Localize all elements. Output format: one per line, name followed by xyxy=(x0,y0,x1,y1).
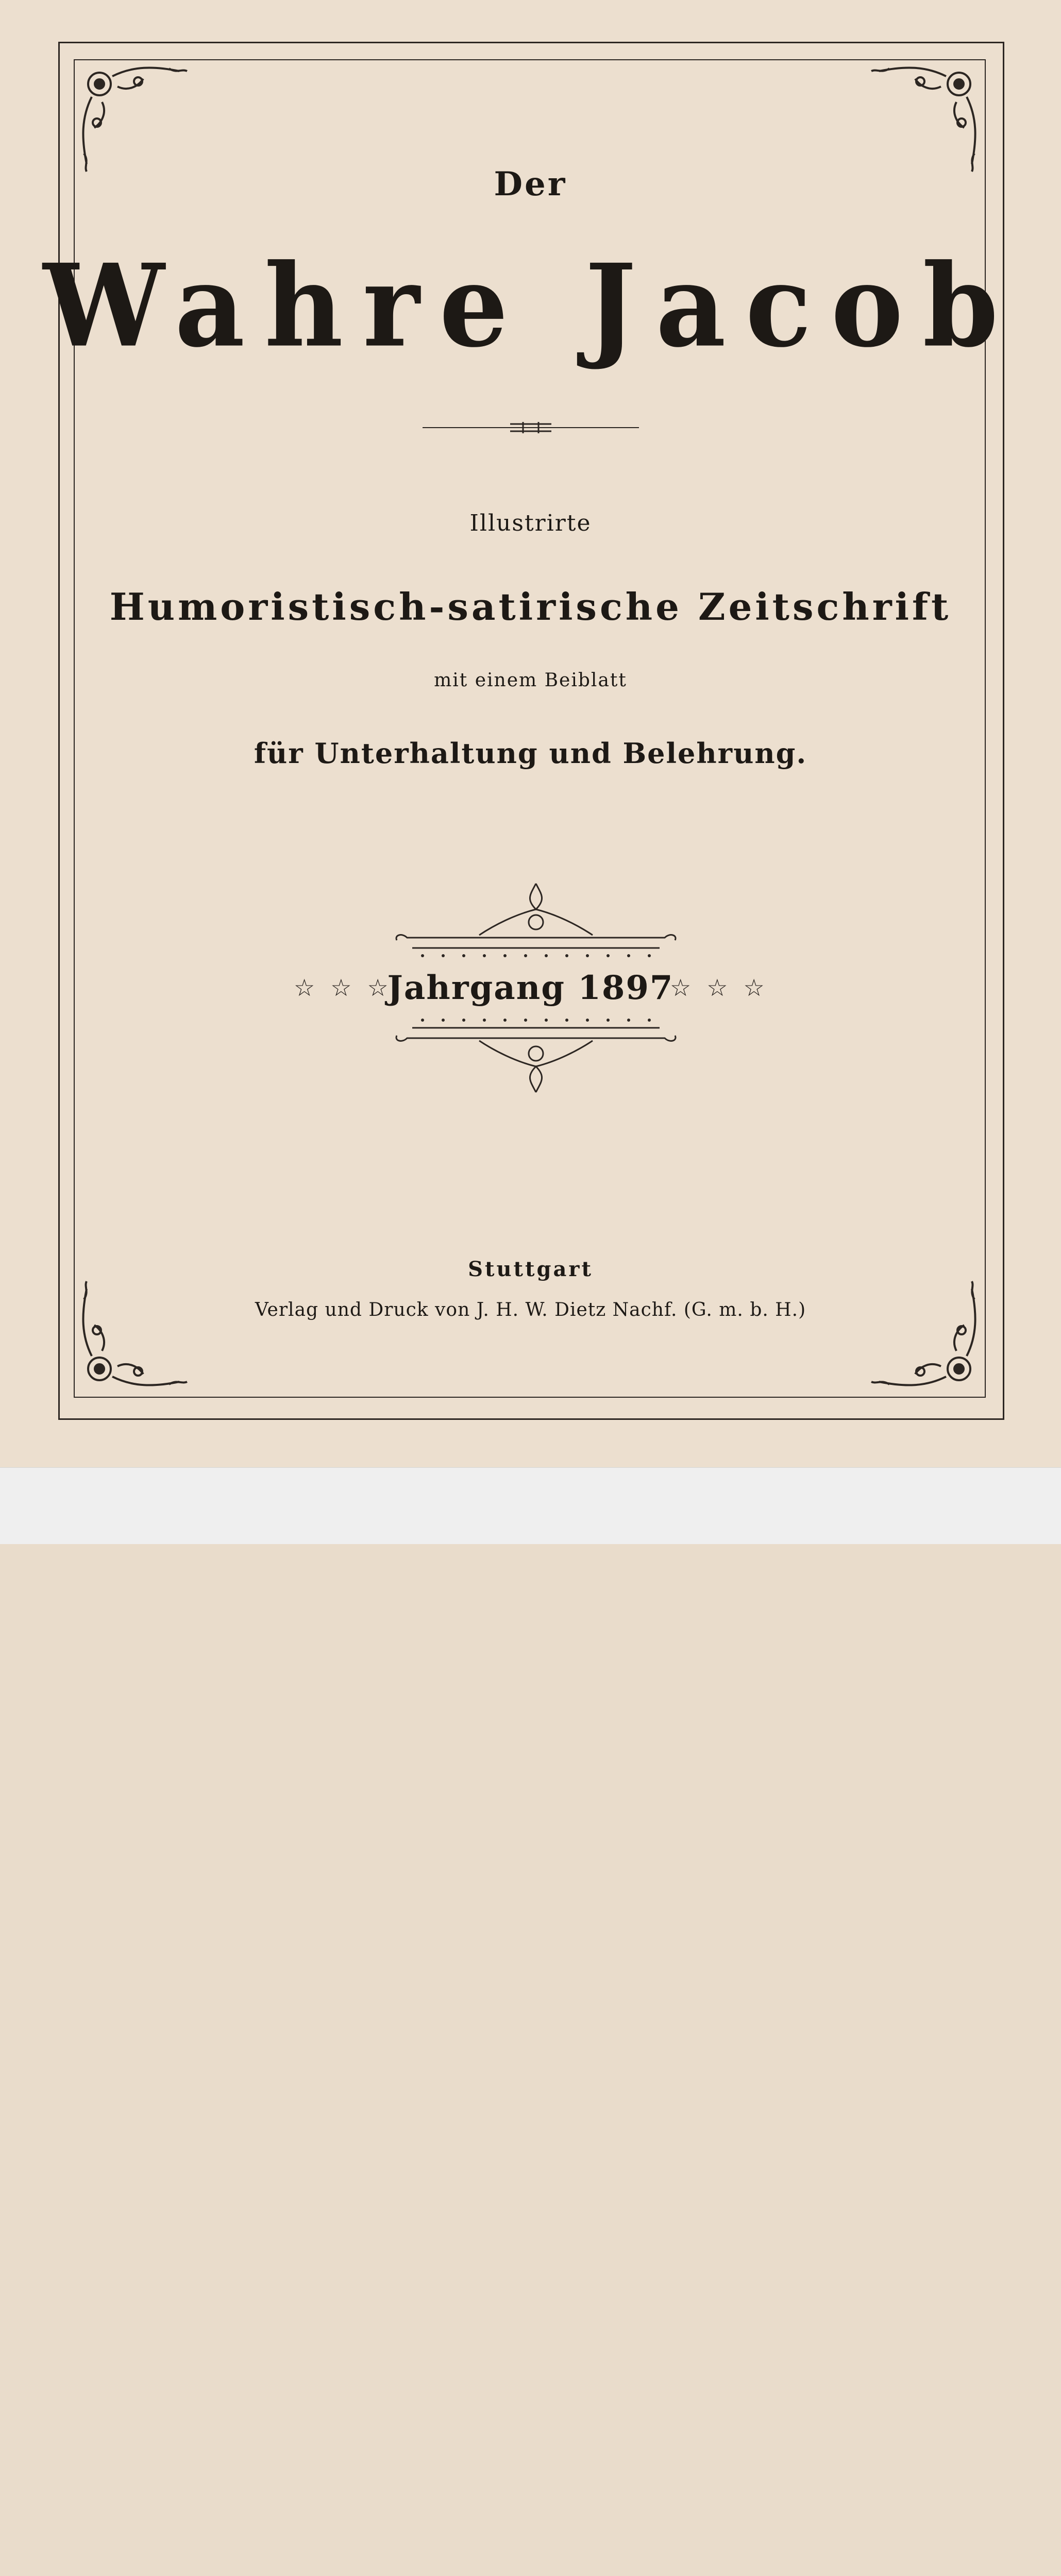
corner-ornament-icon xyxy=(864,1263,982,1392)
divider-ornament-icon xyxy=(423,420,639,435)
decorative-stars-right: ☆☆☆ xyxy=(670,974,780,1002)
volume-year: Jahrgang 1897 xyxy=(387,969,674,1007)
flourish-bottom-icon xyxy=(392,1015,680,1097)
publisher-line: Verlag und Druck von J. H. W. Dietz Nachf. (G. m. b. H.) xyxy=(255,1299,806,1320)
viewer-footer xyxy=(0,1467,1061,1544)
supplement-note: mit einem Beiblatt xyxy=(434,670,627,691)
corner-ornament-icon xyxy=(76,1263,195,1392)
supplement-title: für Unterhaltung und Belehrung. xyxy=(254,737,807,770)
publication-city: Stuttgart xyxy=(468,1257,593,1281)
title-article: Der xyxy=(494,165,567,204)
subtitle: Humoristisch-satirische Zeitschrift xyxy=(109,585,952,629)
subtitle-prefix: Illustrirte xyxy=(469,510,592,536)
page-title: Wahre Jacob xyxy=(43,239,1018,373)
flourish-top-icon xyxy=(392,878,680,961)
decorative-stars-left: ☆☆☆ xyxy=(294,974,404,1002)
